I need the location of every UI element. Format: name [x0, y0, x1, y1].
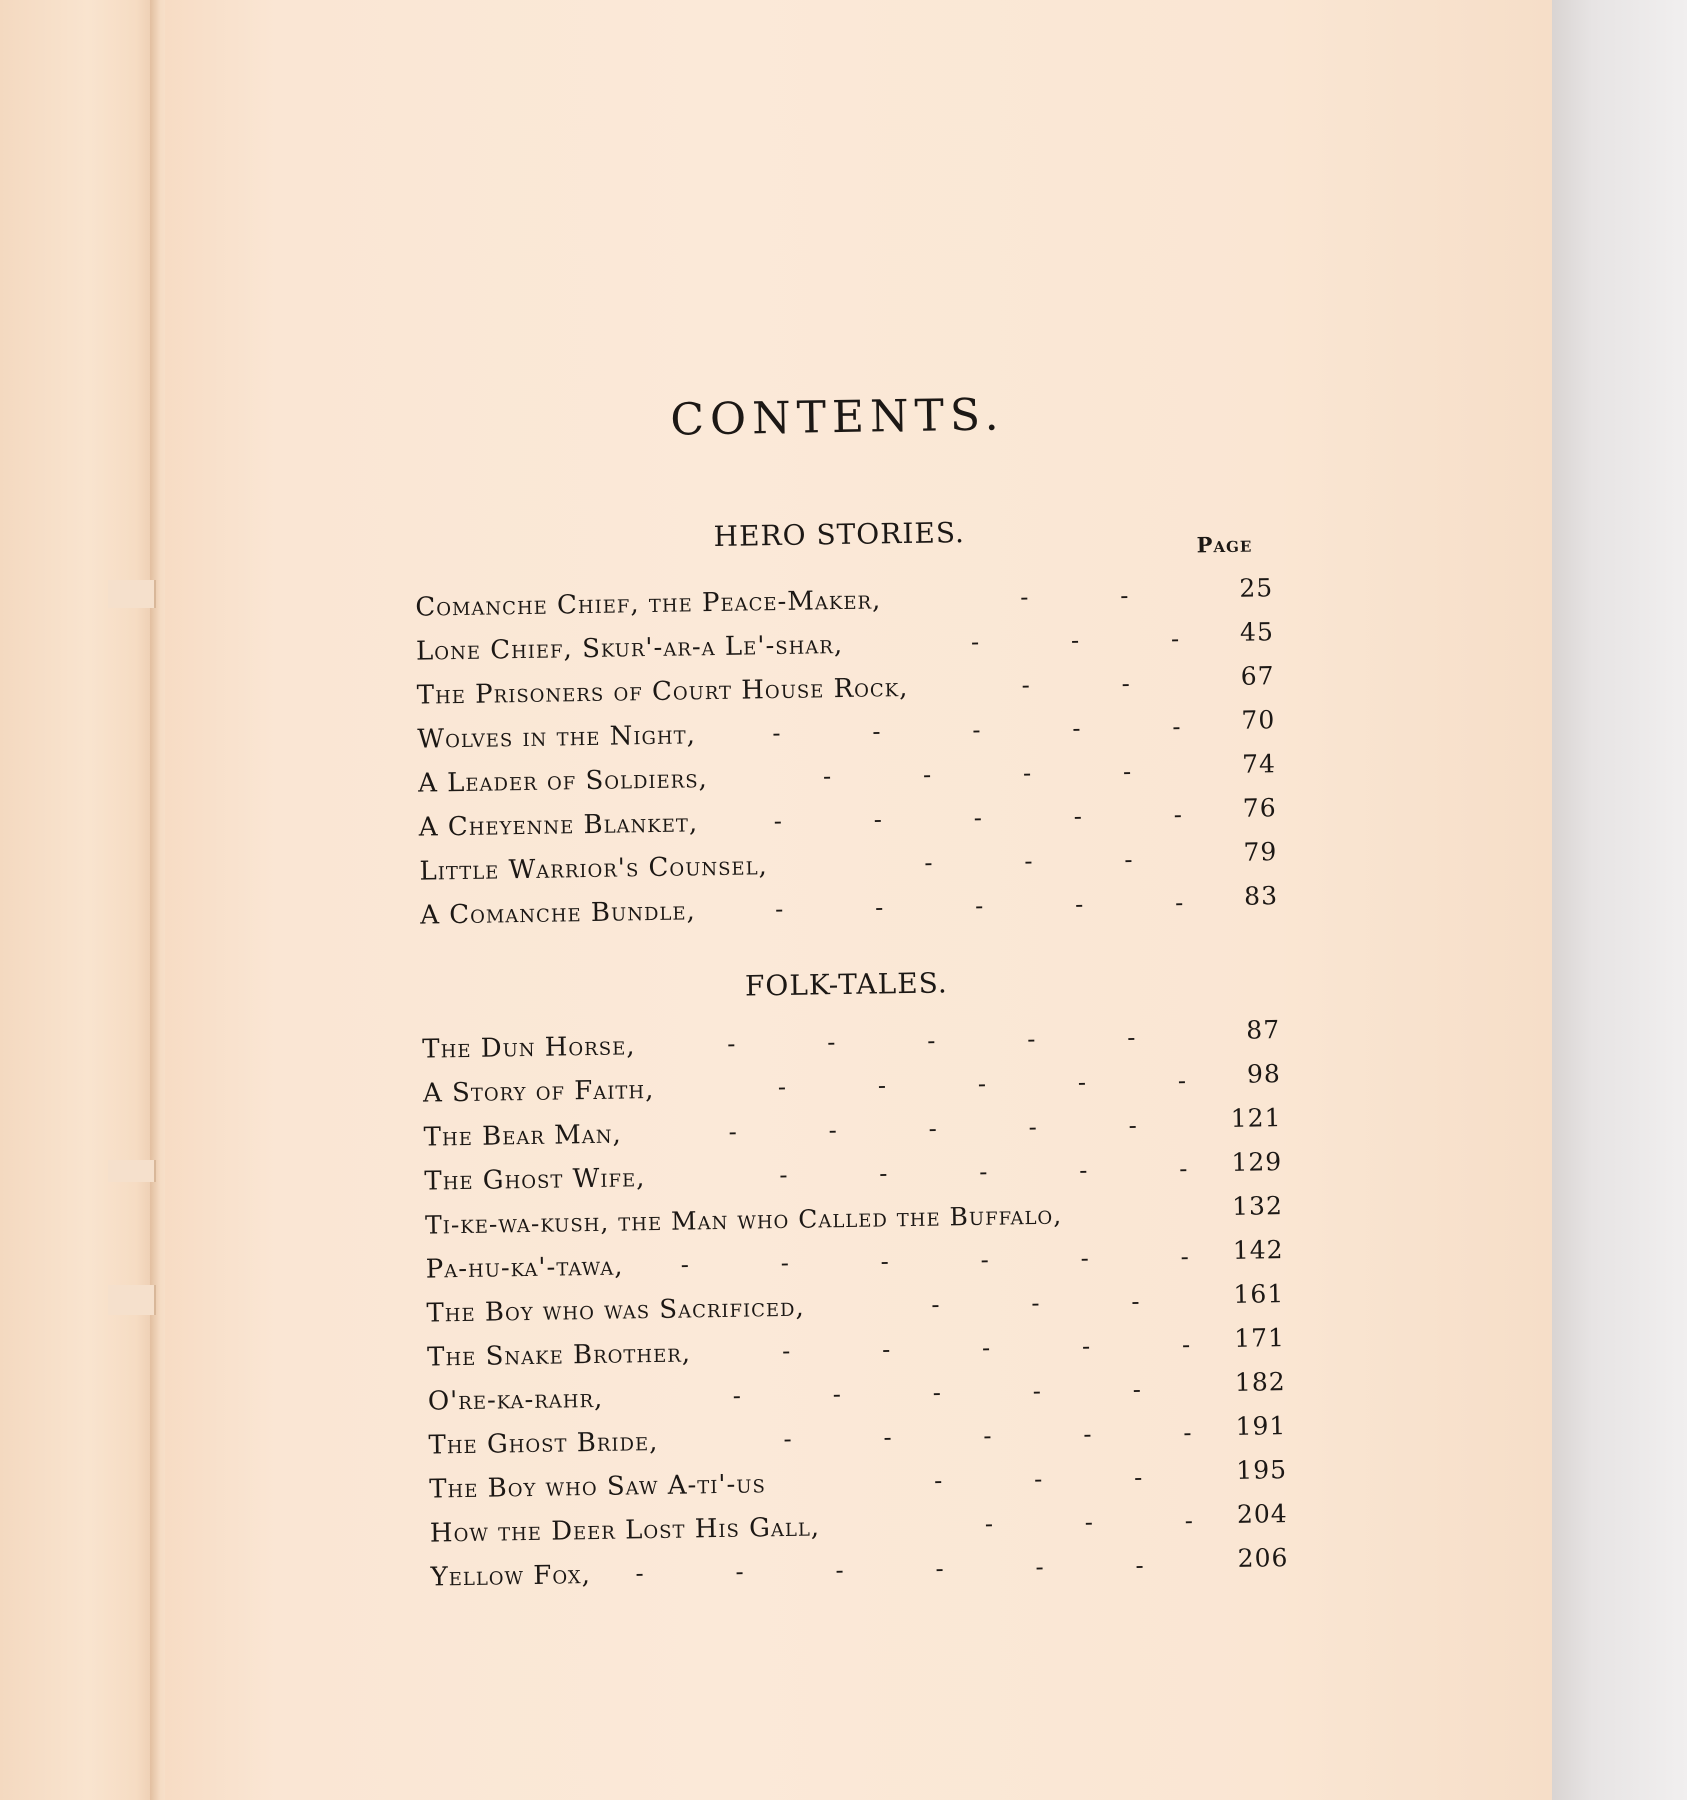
dot-leader: - - - - -: [772, 712, 1182, 748]
dot-leader: - - - - -: [732, 1375, 1143, 1410]
toc-entry-title: O're-ka-rahr,: [427, 1383, 604, 1417]
dot-leader: - - - - -: [727, 1023, 1137, 1058]
toc-entry-title: How the Deer Lost His Gall,: [429, 1512, 821, 1549]
dot-leader: - - -: [924, 845, 1134, 877]
page-column-label: Page: [1196, 531, 1253, 558]
toc-entry-title: The Bear Man,: [423, 1119, 623, 1153]
toc-entry-title: Ti-ke-wa-kush, the Man who Called the Buffalo,: [424, 1200, 1063, 1240]
toc-entry-page: 129: [1231, 1147, 1283, 1177]
toc-entry-page: 191: [1235, 1411, 1287, 1441]
toc-entry-title: Little Warrior's Counsel,: [419, 851, 769, 887]
toc-entry-title: The Boy who was Sacrificed,: [426, 1292, 805, 1329]
toc-entry-title: A Story of Faith,: [422, 1074, 655, 1109]
toc-entry-title: Pa-hu-ka'-tawa,: [425, 1251, 624, 1285]
dot-leader: - - - - - -: [680, 1242, 1190, 1279]
dot-leader: - - - - -: [728, 1111, 1138, 1146]
section-heading-hero-stories: HERO STORIES.: [713, 516, 966, 553]
toc-entry-title: The Ghost Wife,: [424, 1163, 646, 1197]
toc-entry-page: 45: [1239, 617, 1275, 647]
toc-entry-page: 87: [1246, 1015, 1281, 1045]
toc-entry-title: A Cheyenne Blanket,: [418, 808, 699, 843]
toc-entry-title: The Dun Horse,: [422, 1031, 636, 1065]
dot-leader: - - - - -: [777, 1066, 1188, 1102]
toc-entry-page: 74: [1241, 749, 1277, 779]
toc-entry-page: 76: [1242, 793, 1277, 823]
toc-entry-page: 70: [1241, 705, 1276, 735]
dot-leader: - - - -: [822, 757, 1133, 791]
toc-entry-title: A Leader of Soldiers,: [417, 764, 709, 799]
toc-entry-page: 182: [1234, 1367, 1286, 1397]
toc-entry-title: The Boy who Saw A-ti'-us: [428, 1469, 767, 1505]
toc-entry-title: A Comanche Bundle,: [419, 896, 696, 931]
toc-entry-page: 67: [1240, 661, 1275, 691]
toc-entry-page: 142: [1232, 1235, 1284, 1265]
page-title: CONTENTS.: [669, 389, 1005, 446]
toc-entry-page: 25: [1239, 573, 1274, 603]
toc-entry-page: 195: [1236, 1455, 1288, 1485]
toc-entry-page: 98: [1246, 1059, 1282, 1089]
toc-entry-title: Comanche Chief, the Peace-Maker,: [415, 585, 882, 623]
toc-entry-title: Yellow Fox,: [430, 1560, 592, 1593]
dot-leader: - - -: [933, 1463, 1144, 1495]
toc-entry-page: 121: [1230, 1103, 1282, 1133]
dot-leader: - - -: [970, 624, 1181, 656]
toc-entry-title: Wolves in the Night,: [417, 720, 697, 755]
toc-entry-page: 206: [1237, 1543, 1289, 1573]
toc-entry-page: 171: [1233, 1323, 1286, 1353]
toc-entry-page: 79: [1243, 837, 1278, 867]
toc-entry-title: The Ghost Bride,: [428, 1426, 659, 1461]
toc-entry-page: 161: [1233, 1279, 1285, 1309]
dot-leader: - - - - -: [774, 888, 1185, 924]
dot-leader: - - - - -: [779, 1154, 1189, 1190]
dot-leader: - - - - -: [781, 1330, 1192, 1366]
toc-entry-page: 83: [1243, 881, 1279, 911]
toc-entry-title: The Snake Brother,: [426, 1338, 692, 1373]
toc-entry-title: Lone Chief, Skur'-ar-a Le'-shar,: [415, 629, 844, 667]
toc-entry-page: 132: [1231, 1191, 1284, 1221]
section-heading-folk-tales: FOLK-TALES.: [744, 966, 948, 1003]
dot-leader: - - - - - -: [635, 1551, 1145, 1588]
dot-leader: - - -: [984, 1506, 1195, 1538]
dot-leader: - - - - -: [773, 800, 1184, 836]
toc-entry-page: 204: [1236, 1499, 1288, 1529]
dot-leader: - - -: [931, 1287, 1141, 1319]
dot-leader: - -: [1021, 669, 1131, 700]
dot-leader: - -: [1020, 581, 1130, 612]
toc-entry-title: The Prisoners of Court House Rock,: [416, 672, 909, 711]
dot-leader: - - - - -: [783, 1418, 1193, 1453]
